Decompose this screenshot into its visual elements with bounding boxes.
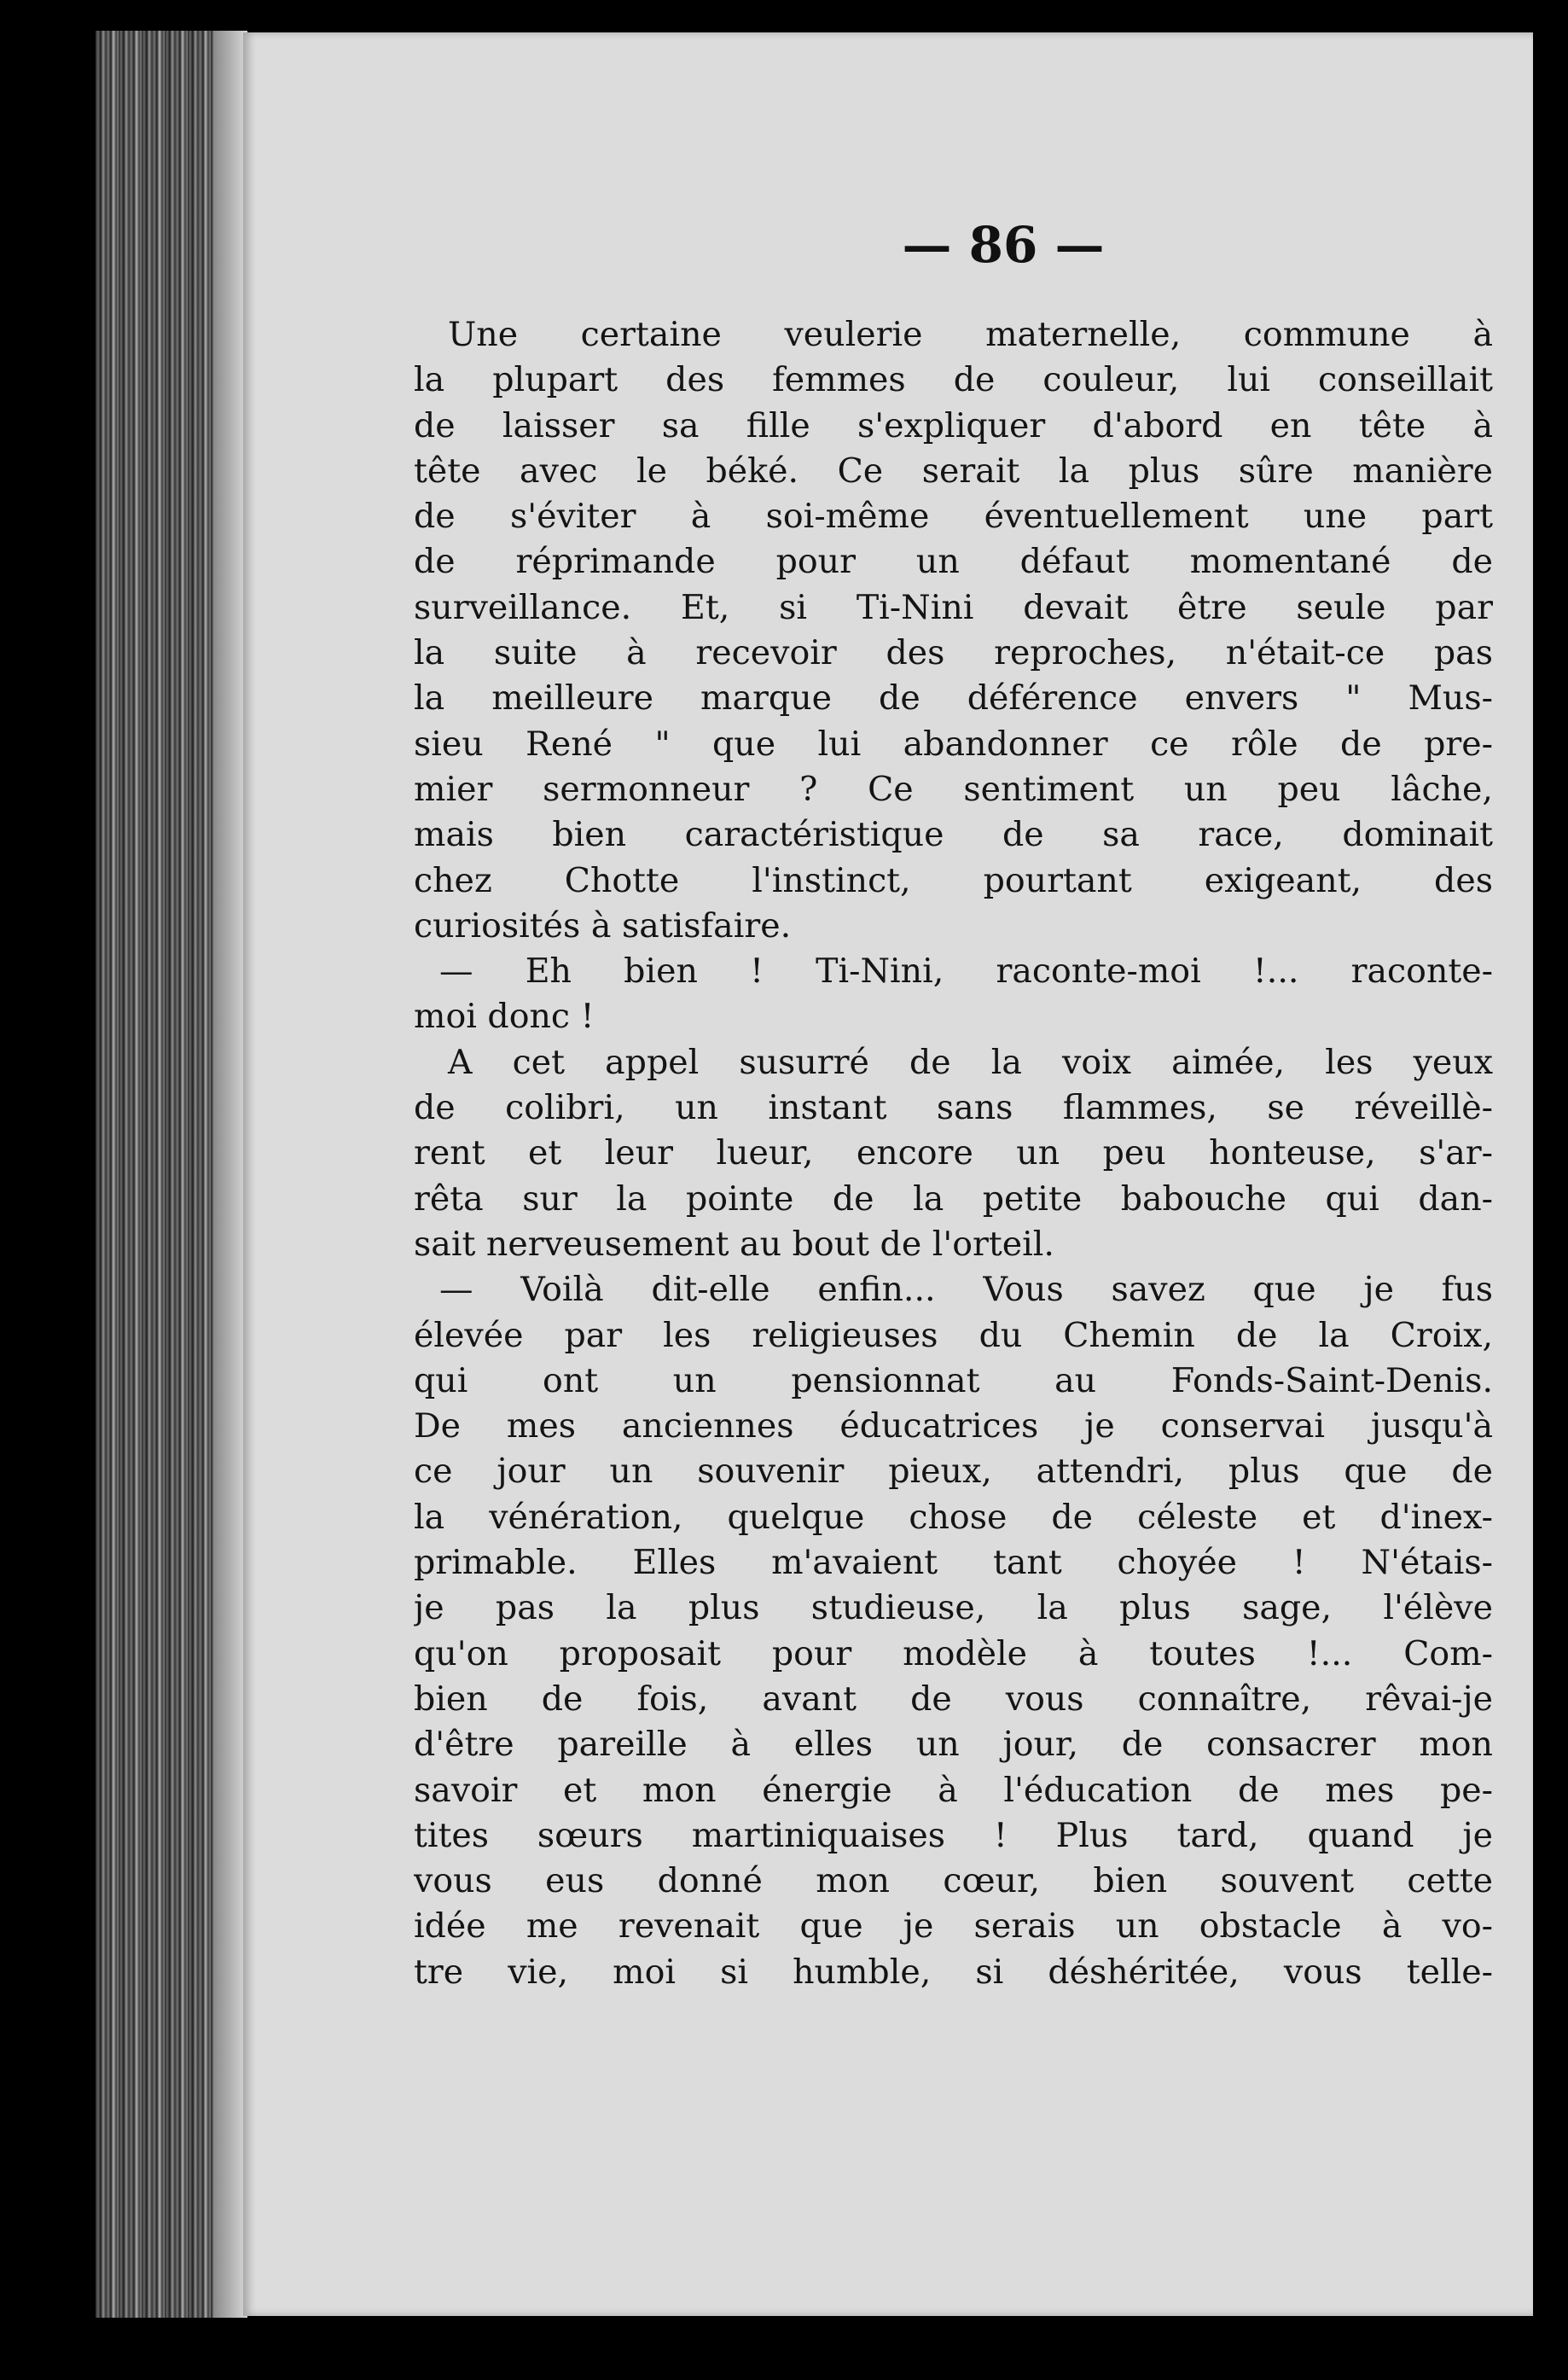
book-page [243,32,1533,2316]
text-line: De mes anciennes éducatrices je conservai jusqu'à [414,1406,1493,1446]
text-line: la plupart des femmes de couleur, lui conseillait [414,360,1493,400]
text-line: je pas la plus studieuse, la plus sage, l'élève [414,1588,1493,1628]
text-line: sieu René " que lui abandonner ce rôle de pre- [414,724,1493,764]
text-line: savoir et mon énergie à l'éducation de mes pe- [414,1770,1493,1810]
text-line: rent et leur lueur, encore un peu honteuse, s'ar- [414,1133,1493,1173]
text-line: ce jour un souvenir pieux, attendri, plus que de [414,1452,1493,1492]
text-line: tites sœurs martiniquaises ! Plus tard, quand je [414,1815,1493,1855]
text-line: bien de fois, avant de vous connaître, rêvai-je [414,1679,1493,1719]
page-number: — 86 — [902,216,1105,274]
text-line: — Voilà dit-elle enfin... Vous savez que je fus [439,1270,1493,1310]
text-line: qu'on proposait pour modèle à toutes !... Com- [414,1633,1493,1673]
text-line: A cet appel susurré de la voix aimée, les yeux [448,1042,1493,1082]
page-gutter-shadow [213,31,247,2318]
text-line: de s'éviter à soi-même éventuellement une part [414,497,1493,537]
text-line: de colibri, un instant sans flammes, se réveillè- [414,1088,1493,1128]
text-line: d'être pareille à elles un jour, de consacrer mon [414,1725,1493,1765]
text-line: primable. Elles m'avaient tant choyée ! N'étais- [414,1543,1493,1583]
text-line: élevée par les religieuses du Chemin de la Croix, [414,1315,1493,1355]
body-text [414,312,1493,1995]
text-line: — Eh bien ! Ti-Nini, raconte-moi !... raconte- [439,951,1493,992]
text-line: curiosités à satisfaire. [414,905,792,946]
text-line: Une certaine veulerie maternelle, commune à [448,315,1493,354]
text-line: surveillance. Et, si Ti-Nini devait être seule par [414,587,1493,627]
text-line: tre vie, moi si humble, si déshéritée, vous telle- [414,1952,1493,1992]
text-line: de laisser sa fille s'expliquer d'abord en tête à [414,405,1493,445]
text-line: idée me revenait que je serais un obstacle à vo- [414,1906,1493,1946]
text-line: mais bien caractéristique de sa race, dominait [414,815,1493,855]
text-line: la suite à recevoir des reproches, n'était-ce pas [414,633,1493,673]
text-line: la meilleure marque de déférence envers " Mus- [414,678,1493,719]
text-line: tête avec le béké. Ce serait la plus sûre manière [414,451,1493,491]
text-line: qui ont un pensionnat au Fonds-Saint-Denis. [414,1360,1493,1400]
text-line: chez Chotte l'instinct, pourtant exigeant, des [414,860,1493,900]
text-line: mier sermonneur ? Ce sentiment un peu lâche, [414,769,1493,809]
text-line: sait nerveusement au bout de l'orteil. [414,1224,1054,1264]
text-line: moi donc ! [414,997,595,1037]
text-line: la vénération, quelque chose de céleste et d'inex- [414,1497,1493,1537]
text-line: de réprimande pour un défaut momentané de [414,542,1493,582]
text-line: vous eus donné mon cœur, bien souvent cette [414,1861,1493,1901]
text-line: rêta sur la pointe de la petite babouche qui dan- [414,1178,1493,1219]
